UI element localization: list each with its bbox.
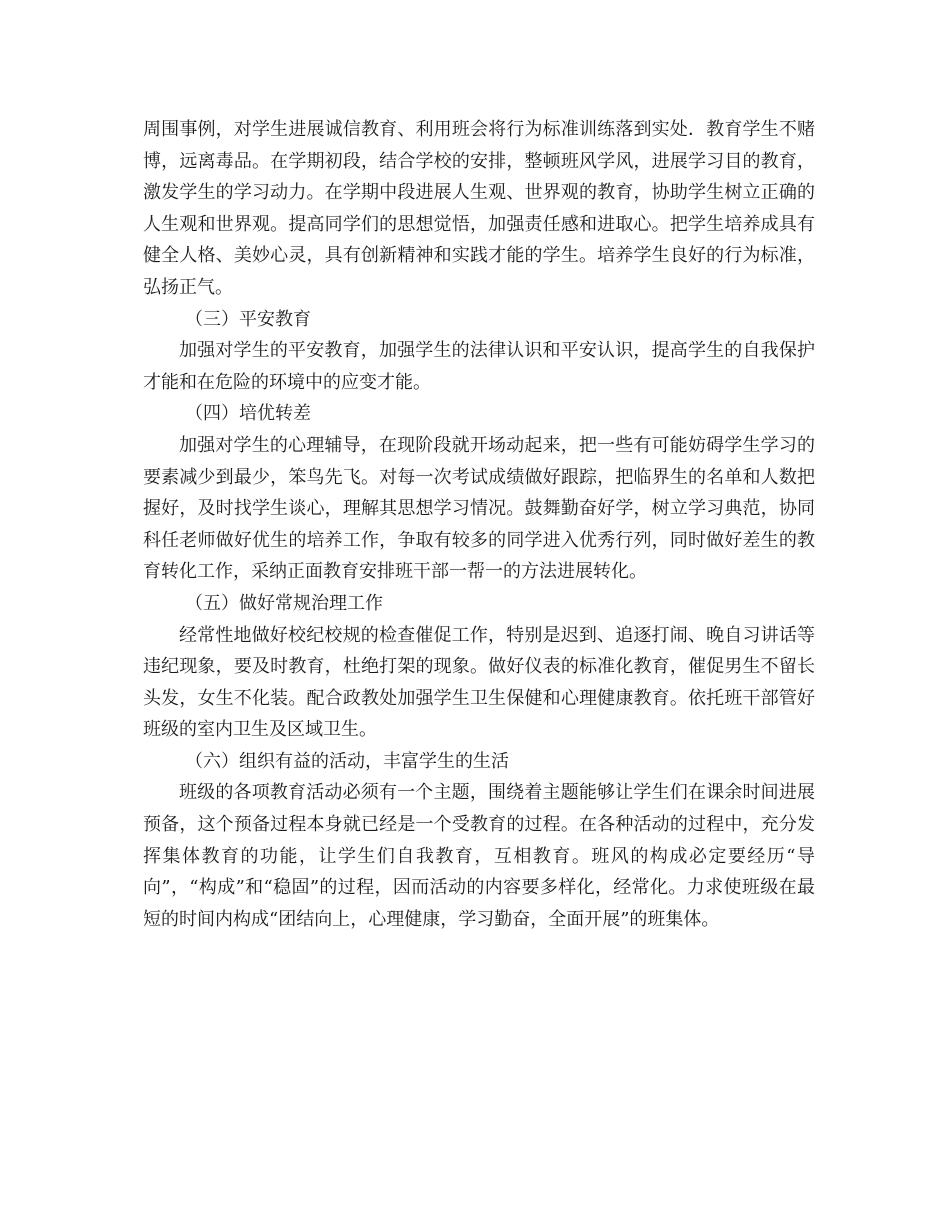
document-body [143,114,815,935]
section-heading-top-and-weak-students: （四）培优转差 [185,403,311,425]
paragraph-top-and-weak-students: 加强对学生的心理辅导，在现阶段就开场动起来，把一些有可能妨碍学生学习的要素减少到最少，笨鸟先飞。对每一次考试成绩做好跟踪，把临界生的名单和人数把握好，及时找学生谈心，理解其思想学习情况。鼓舞勤奋好学，树立学习典范，协同科任老师做好优生的培养工作，争取有较多的同学进入优秀行列，同时做好差生的教育转化工作，采纳正面教育安排班干部一帮一的方法进展转化。 [143,434,815,583]
section-heading-safety-education: （三）平安教育 [185,308,311,330]
paragraph-routine-management: 经常性地做好校纪校规的检查催促工作，特别是迟到、追逐打闹、晚自习讲话等违纪现象，要及时教育，杜绝打架的现象。做好仪表的标准化教育，催促男生不留长头发，女生不化装。配合政教处加强学生卫生保健和心理健康教育。依托班干部管好班级的室内卫生及区域卫生。 [143,624,815,741]
paragraph-safety-education: 加强对学生的平安教育，加强学生的法律认识和平安认识，提高学生的自我保护才能和在危险的环境中的应变才能。 [143,340,815,393]
paragraph-activities: 班级的各项教育活动必须有一个主题，围绕着主题能够让学生们在课余时间进展预备，这个预备过程本身就已经是一个受教育的过程。在各种活动的过程中，充分发挥集体教育的功能，让学生们自我教育，互相教育。班风的构成必定要经历“导向”，“构成”和“稳固”的过程，因而活动的内容要多样化，经常化。力求使班级在最短的时间内构成“团结向上，心理健康，学习勤奋，全面开展”的班集体。 [143,782,815,930]
section-heading-routine-management: （五）做好常规治理工作 [185,592,383,614]
section-heading-activities: （六）组织有益的活动，丰富学生的生活 [185,750,509,772]
paragraph-moral-education-continued: 周围事例，对学生进展诚信教育、利用班会将行为标准训练落到实处．教育学生不赌博，远离毒品。在学期初段，结合学校的安排，整顿班风学风，进展学习目的教育，激发学生的学习动力。在学期中段进展人生观、世界观的教育，协助学生树立正确的人生观和世界观。提高同学们的思想觉悟，加强责任感和进取心。把学生培养成具有健全人格、美妙心灵，具有创新精神和实践才能的学生。培养学生良好的行为标准，弘扬正气。 [143,119,815,298]
